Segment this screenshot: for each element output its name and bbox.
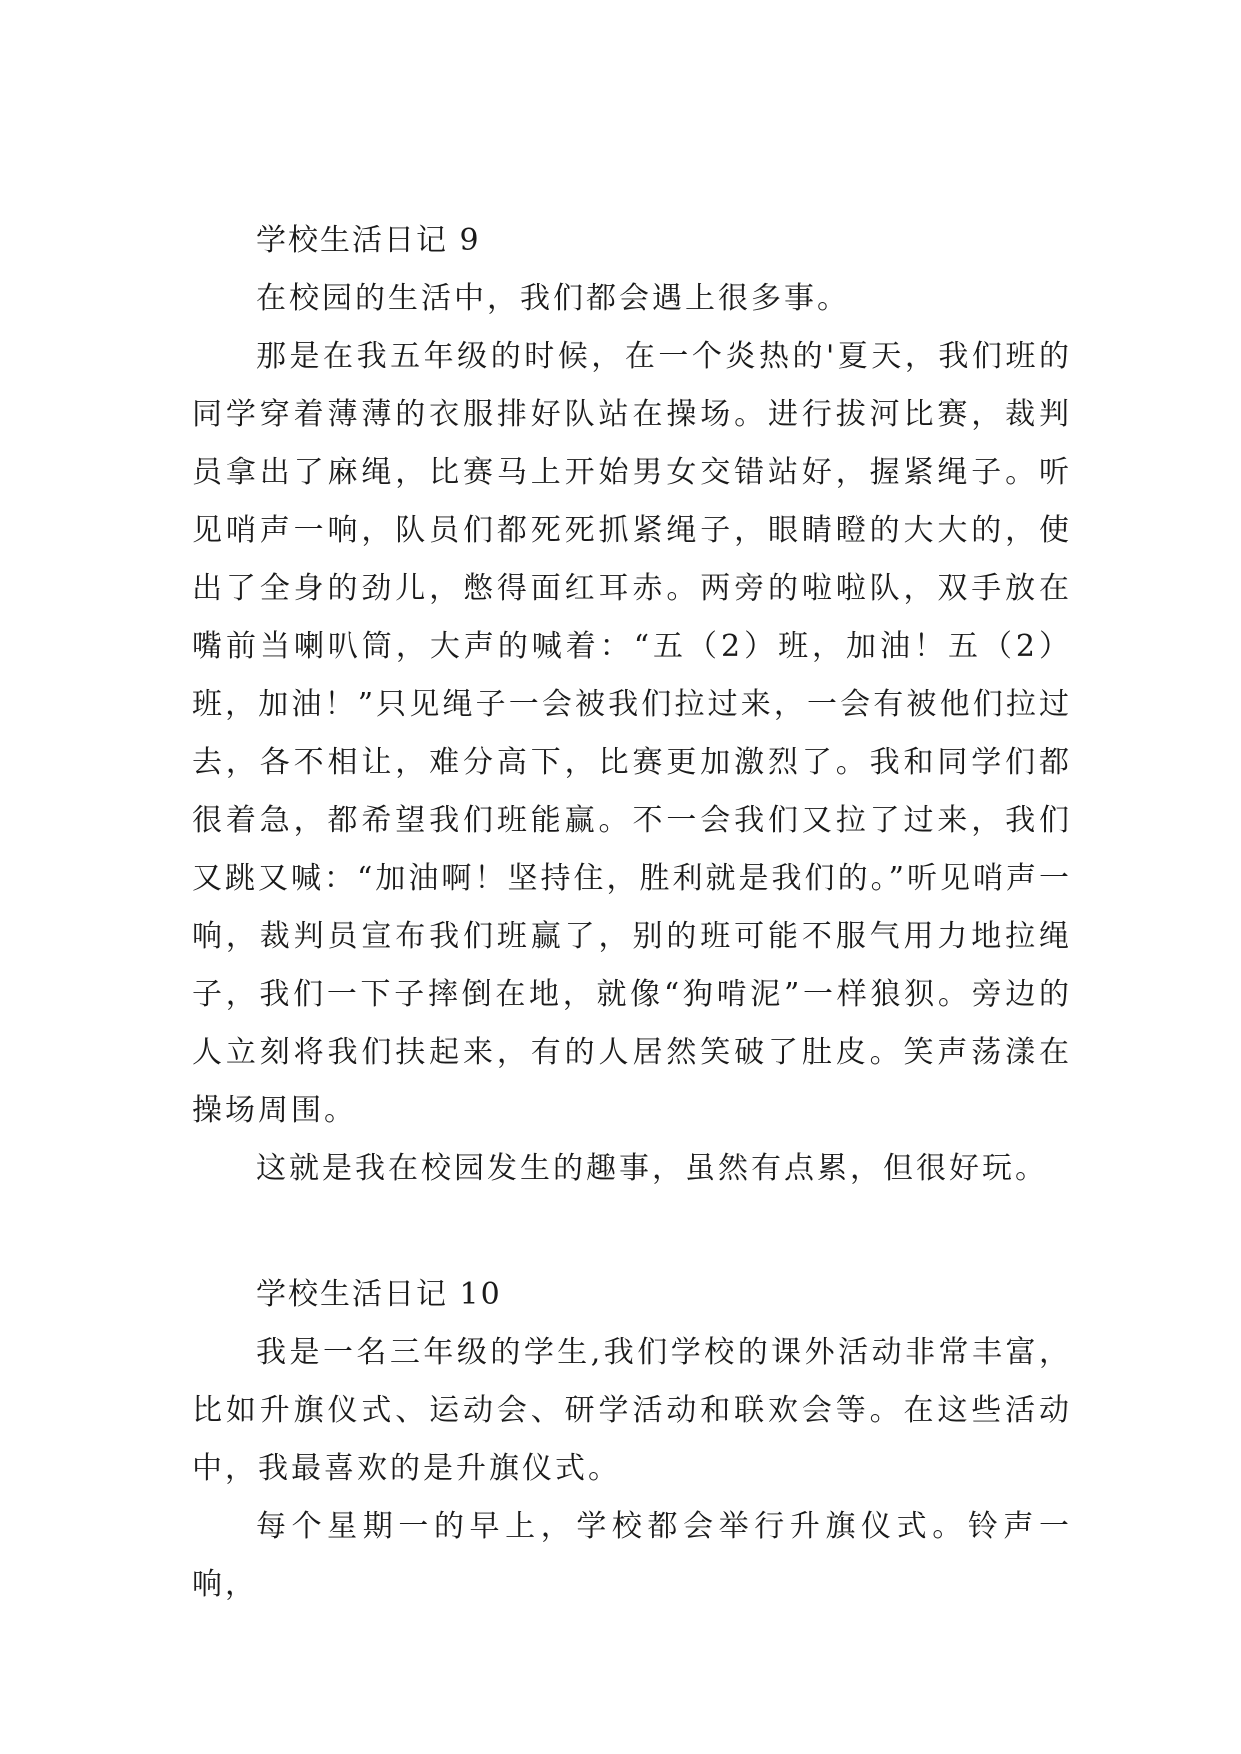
entry-title: 学校生活日记 10 (256, 1277, 502, 1312)
paragraph: 这就是我在校园发生的趣事，虽然有点累，但很好玩。 (256, 1151, 1048, 1186)
paragraph: 每个星期一的早上，学校都会举行升旗仪式。铃声一响， (192, 1509, 1072, 1602)
diary-entry-9 (192, 212, 1072, 1198)
entry-title: 学校生活日记 9 (256, 223, 481, 258)
paragraph: 我是一名三年级的学生,我们学校的课外活动非常丰富，比如升旗仪式、运动会、研学活动和联欢会等。在这些活动中，我最喜欢的是升旗仪式。 (192, 1335, 1072, 1486)
document-body (192, 212, 1072, 1614)
section-spacer (192, 1198, 1072, 1266)
paragraph: 在校园的生活中，我们都会遇上很多事。 (256, 281, 850, 316)
paragraph: 那是在我五年级的时候，在一个炎热的'夏天，我们班的同学穿着薄薄的衣服排好队站在操场。进行拔河比赛，裁判员拿出了麻绳，比赛马上开始男女交错站好，握紧绳子。听见哨声一响，队员们都死死抓紧绳子，眼睛瞪的大大的，使出了全身的劲儿，憋得面红耳赤。两旁的啦啦队，双手放在嘴前当喇叭筒，大声的喊着：“五（2）班，加油！五（2）班，加油！”只见绳子一会被我们拉过来，一会有被他们拉过去，各不相让，难分高下，比赛更加激烈了。我和同学们都很着急，都希望我们班能赢。不一会我们又拉了过来，我们又跳又喊：“加油啊！坚持住，胜利就是我们的。”听见哨声一响，裁判员宣布我们班赢了，别的班可能不服气用力地拉绳子，我们一下子摔倒在地，就像“狗啃泥”一样狼狈。旁边的人立刻将我们扶起来，有的人居然笑破了肚皮。笑声荡漾在操场周围。 (192, 339, 1072, 1128)
diary-entry-10 (192, 1266, 1072, 1614)
